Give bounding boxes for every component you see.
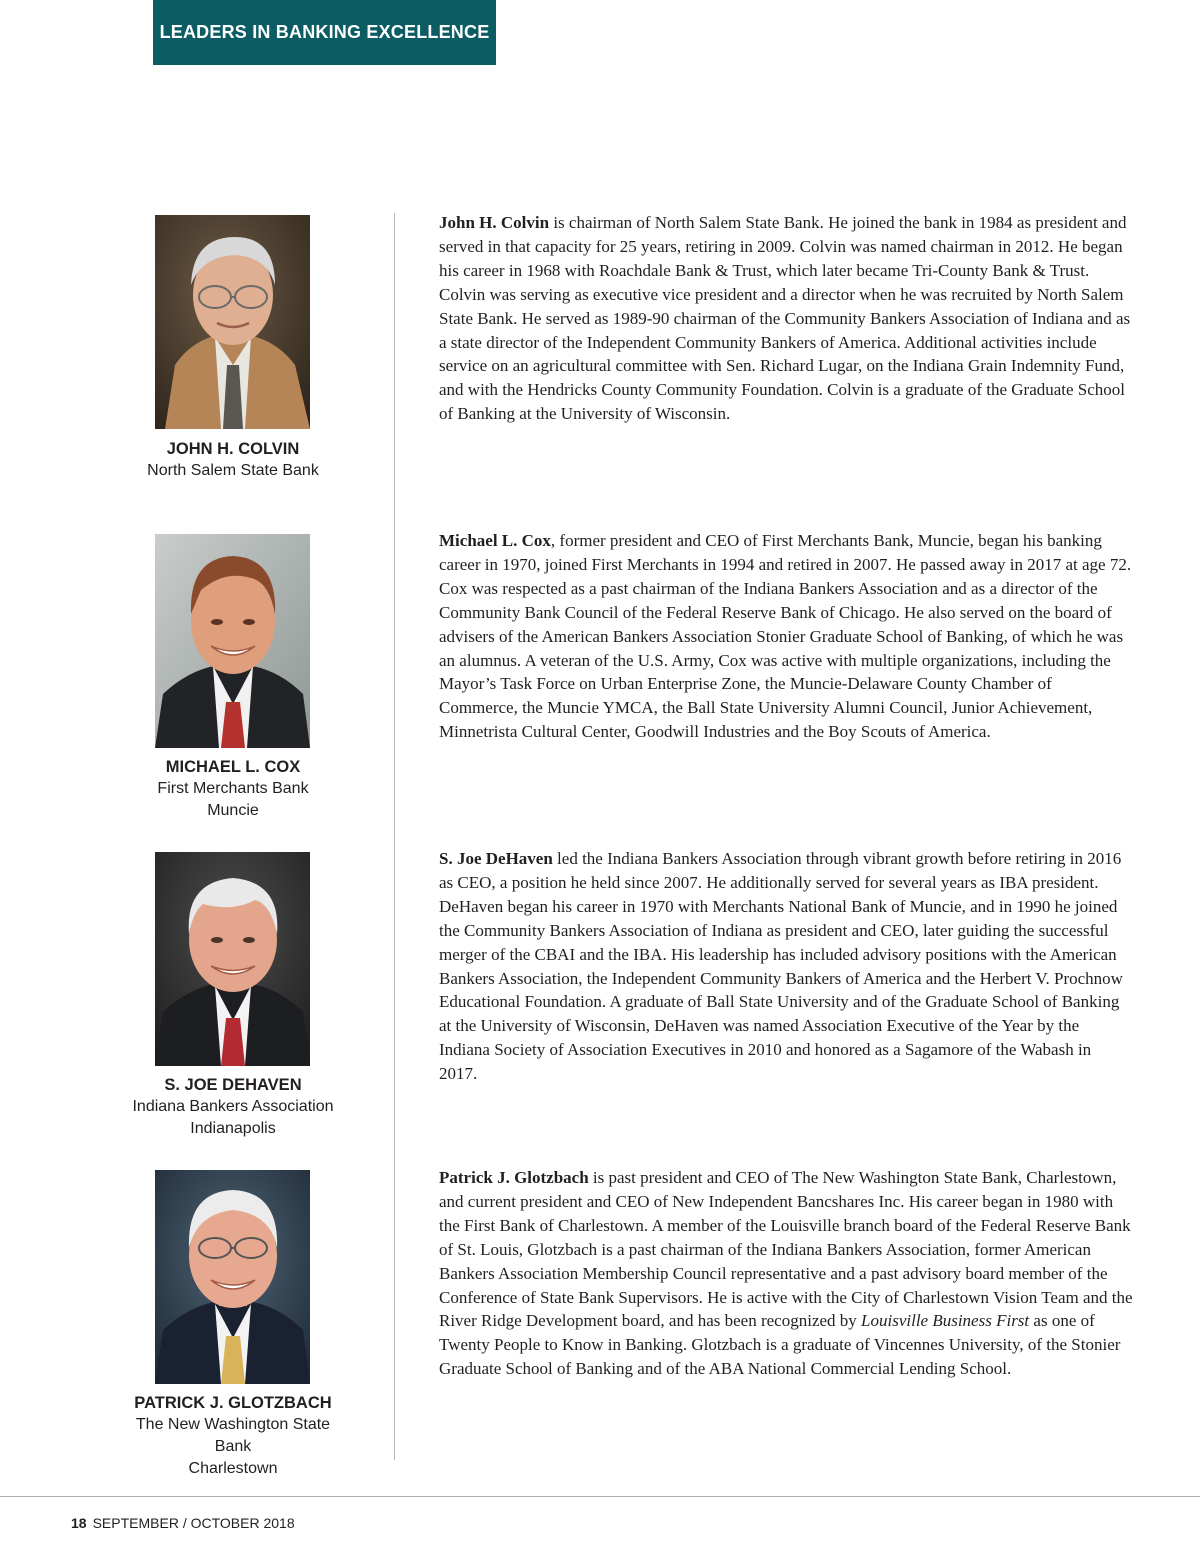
- page-number: 18: [71, 1515, 87, 1531]
- section-header-tab: [153, 0, 496, 65]
- bio-publication-title: Louisville Business First: [861, 1311, 1030, 1331]
- portrait-photo-cox: [155, 534, 310, 748]
- profile-organization: First Merchants Bank: [157, 780, 309, 797]
- column-divider: [394, 213, 395, 1460]
- caption-glotzbach: [118, 1392, 348, 1480]
- profile-city: Charlestown: [188, 1460, 278, 1477]
- profile-city: Indianapolis: [190, 1120, 276, 1137]
- profile-name: S. JOE DEHAVEN: [164, 1076, 302, 1094]
- bio-text-tail: as one of Twenty People to Know in Banking. Glotzbach is a graduate of Vincennes University, of the Stonier Graduate School of Banking and of the ABA National Commercial Lending School.: [439, 1311, 1121, 1379]
- caption-cox: [118, 756, 348, 822]
- bio-dehaven: [439, 847, 1133, 1086]
- portrait-photo-colvin: [155, 215, 310, 429]
- bio-text: led the Indiana Bankers Association through vibrant growth before retiring in 2016 as CEO, a position he held since 2007. He additionally served for several years as IBA president. DeHaven began his career in 1970 with Merchants National Bank of Muncie, and in 1990 he joined the Community Bankers Association of Indiana as president and CEO, later guiding the successful merger of the CBAI and the IBA. His leadership has included advisory positions with the American Bankers Association, the Independent Community Bankers of America and the Herbert V. Prochnow Educational Foundation. A graduate of Ball State University and of the Graduate School of Banking at the University of Wisconsin, DeHaven was named Association Executive of the Year by the Indiana Society of Association Executives in 2010 and honored as a Sagamore of the Wabash in 2017.: [439, 849, 1123, 1084]
- bio-colvin: [439, 211, 1133, 426]
- bio-text: is chairman of North Salem State Bank. He joined the bank in 1984 as president and served in that capacity for 25 years, retiring in 2009. Colvin was named chairman in 2012. He began his career in 1968 with Roachdale Bank & Trust, which later became Tri-County Bank & Trust. Colvin was serving as executive vice president and a director when he was recruited by North Salem State Bank. He served as 1989-90 chairman of the Community Bankers Association of Indiana and as a state director of the Independent Community Bankers of America. Additional activities include service on an agricultural committee with Sen. Richard Lugar, on the Indiana Grain Indemnity Fund, and with the Hendricks County Community Foundation. Colvin is a graduate of the Graduate School of Banking at the University of Wisconsin.: [439, 213, 1131, 424]
- profile-organization: North Salem State Bank: [147, 462, 319, 479]
- bio-lead-name: John H. Colvin: [439, 213, 550, 232]
- profile-city: Muncie: [207, 802, 259, 819]
- bio-glotzbach: [439, 1166, 1133, 1381]
- bio-cox: [439, 529, 1133, 744]
- portrait-photo-glotzbach: [155, 1170, 310, 1384]
- footer-rule: [0, 1496, 1200, 1497]
- page-footer: [71, 1515, 295, 1531]
- profile-name: PATRICK J. GLOTZBACH: [134, 1394, 332, 1412]
- bio-lead-name: Patrick J. Glotzbach: [439, 1168, 589, 1187]
- profile-organization: Indiana Bankers Association: [132, 1098, 334, 1115]
- profile-name: JOHN H. COLVIN: [166, 440, 300, 458]
- caption-dehaven: [118, 1074, 348, 1140]
- bio-text: is past president and CEO of The New Washington State Bank, Charlestown, and current president and CEO of New Independent Bancshares Inc. His career began in 1980 with the First Bank of Charlestown. A member of the Louisville branch board of the Federal Reserve Bank of St. Louis, Glotzbach is a past chairman of the Indiana Bankers Association, former American Bankers Association Membership Council representative and a past advisory board member of the Conference of State Bank Supervisors. He is active with the City of Charlestown Vision Team and the River Ridge Development board, and has been recognized by: [439, 1168, 1133, 1331]
- profile-organization: The New Washington State Bank: [135, 1416, 331, 1455]
- section-header-label: LEADERS IN BANKING EXCELLENCE: [159, 22, 490, 42]
- caption-colvin: [118, 438, 348, 482]
- bio-lead-name: Michael L. Cox: [439, 531, 551, 550]
- portrait-photo-dehaven: [155, 852, 310, 1066]
- profile-name: MICHAEL L. COX: [165, 758, 301, 776]
- bio-lead-name: S. Joe DeHaven: [439, 849, 553, 868]
- bio-text: , former president and CEO of First Merchants Bank, Muncie, began his banking career in 1970, joined First Merchants in 1994 and retired in 2007. He passed away in 2017 at age 72. Cox was respected as a past chairman of the Indiana Bankers Association and as a director of the Community Bank Council of the Federal Reserve Bank of Chicago. He also served on the board of advisers of the American Bankers Association Stonier Graduate School of Banking, of which he was an alumnus. A veteran of the U.S. Army, Cox was active with multiple organizations, including the Mayor’s Task Force on Urban Enterprise Zone, the Muncie-Delaware County Chamber of Commerce, the Muncie YMCA, the Ball State University Alumni Council, Junior Achievement, Minnetrista Cultural Center, Goodwill Industries and the Boy Scouts of America.: [439, 531, 1132, 742]
- issue-date: SEPTEMBER / OCTOBER 2018: [92, 1515, 295, 1531]
